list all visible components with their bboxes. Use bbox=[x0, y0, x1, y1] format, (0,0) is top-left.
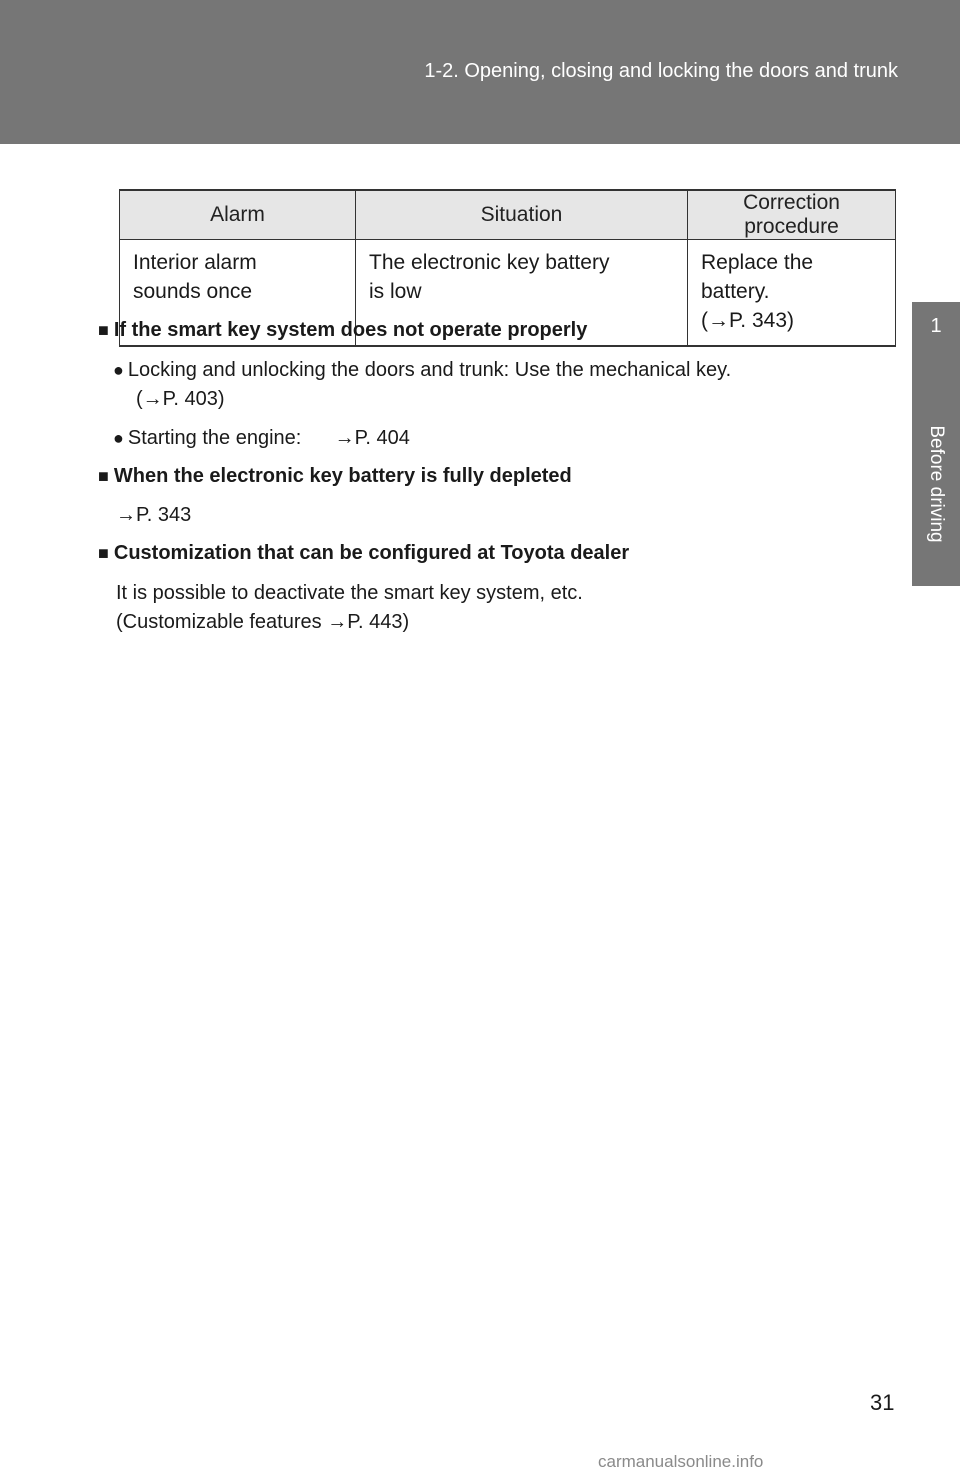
list-item-starting-engine: ● Starting the engine: →P. 404 bbox=[113, 427, 410, 449]
page-header-band bbox=[0, 0, 960, 144]
table-cell-situation: The electronic key battery is low bbox=[356, 240, 688, 347]
column-header-correction: Correction procedure bbox=[688, 190, 896, 240]
page-number: 31 bbox=[870, 1390, 895, 1415]
table-header-row bbox=[120, 190, 896, 240]
list-item-mechanical-key: ● Locking and unlocking the doors and trunk: Use the mechanical key. (→P. 403) bbox=[113, 359, 732, 410]
table-cell-correction: Replace the battery. (→P. 343) bbox=[688, 240, 896, 347]
chapter-title: 1-2. Opening, closing and locking the doors and trunk bbox=[424, 60, 898, 82]
square-bullet-icon: ■ bbox=[98, 320, 109, 340]
depleted-battery-reference: →P. 343 bbox=[116, 504, 192, 526]
round-bullet-icon: ● bbox=[113, 428, 124, 448]
square-bullet-icon: ■ bbox=[98, 543, 109, 563]
column-header-alarm: Alarm bbox=[120, 190, 356, 240]
table-cell-alarm: Interior alarm sounds once bbox=[120, 240, 356, 347]
customization-text: It is possible to deactivate the smart key system, etc. (Customizable features →P. 443) bbox=[116, 582, 583, 633]
watermark: carmanualsonline.info bbox=[598, 1452, 764, 1471]
round-bullet-icon: ● bbox=[113, 360, 124, 380]
column-header-situation: Situation bbox=[356, 190, 688, 240]
section-heading-depleted-battery: ■ When the electronic key battery is fully depleted bbox=[98, 465, 572, 487]
side-tab-label: Before driving bbox=[926, 425, 947, 543]
section-heading-customization: ■ Customization that can be configured at Toyota dealer bbox=[98, 542, 630, 564]
side-tab bbox=[912, 382, 960, 586]
side-tab-number: 1 bbox=[912, 302, 960, 382]
section-heading-smart-key: ■ If the smart key system does not operate properly bbox=[98, 319, 588, 341]
square-bullet-icon: ■ bbox=[98, 466, 109, 486]
